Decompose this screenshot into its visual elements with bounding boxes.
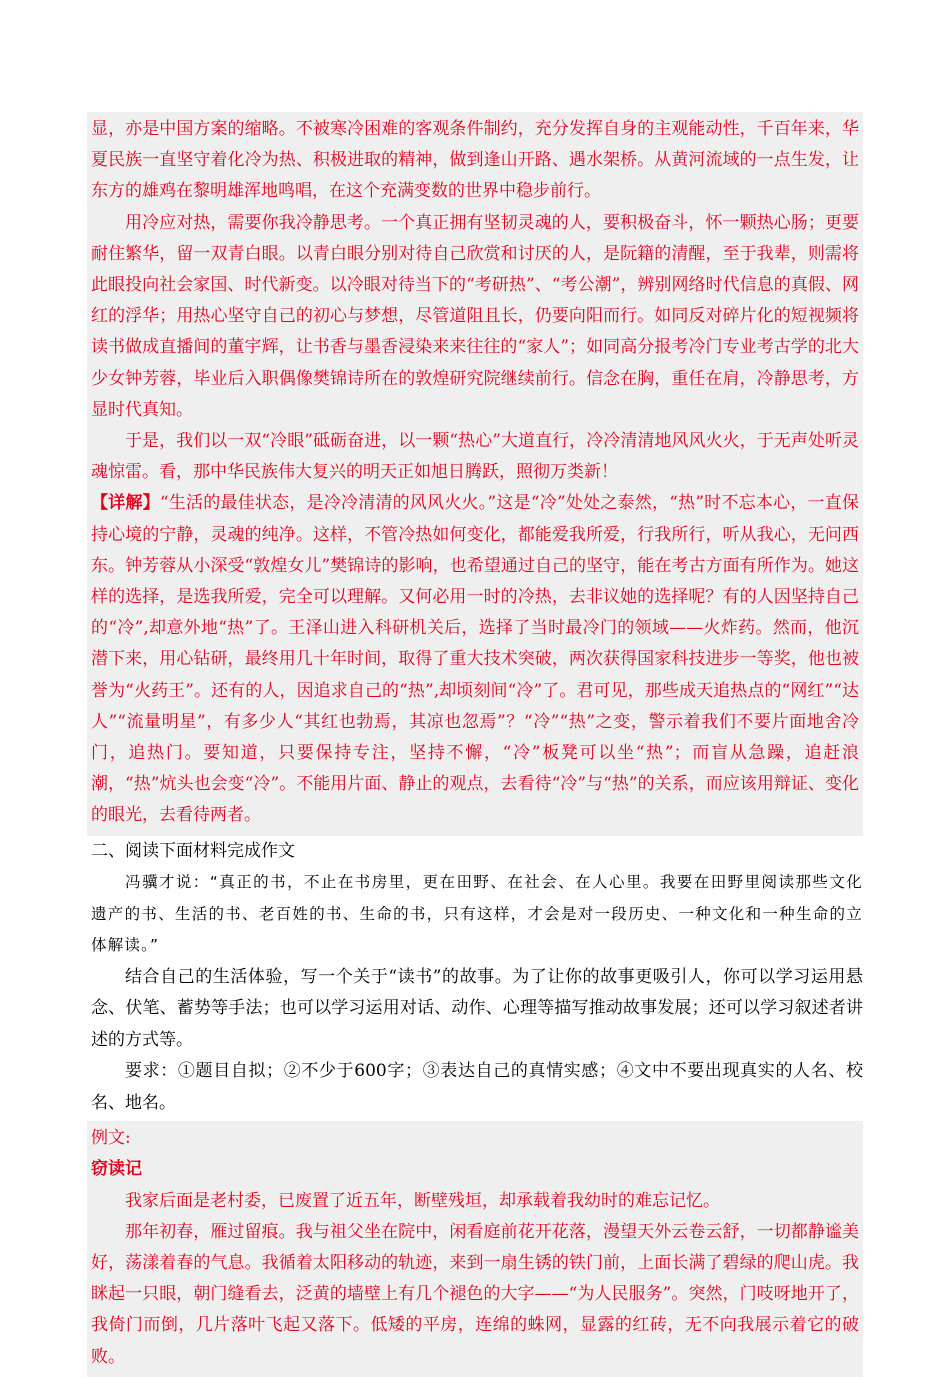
material-quote: [87, 867, 863, 962]
essay-paragraph: 用冷应对热，需要你我冷静思考。一个真正拥有坚韧灵魂的人，要积极奋斗，怀一颗热心肠；更要耐住繁华，留一双青白眼。以青白眼分别对待自己欣赏和讨厌的人，是阮籍的清醒，至于我辈，则需将此眼投向社会家国、时代新变。以冷眼对待当下的“考研热”、“考公潮”，辨别网络时代信息的真假、网红的浮华；用热心坚守自己的初心与梦想，尽管道阻且长，仍要向阳而行。如同反对碎片化的短视频将读书做成直播间的董宇辉，让书香与墨香浸染来来往往的“家人”；如同高分报考冷门专业考古学的北大少女钟芳蓉，毕业后入职偶像樊锦诗所在的敦煌研究院继续前行。信念在胸，重任在肩，冷静思考，方显时代真知。: [91, 212, 859, 420]
question-section: [87, 836, 863, 868]
requirements-text: 要求：①题目自拟；②不少于600字；③表达自己的真情实感；④文中不要出现真实的人名、校名、地名。: [91, 1061, 863, 1113]
detail-text: “生活的最佳状态，是冷冷清清的风风火火。”这是“冷”处处之泰然，“热”时不忘本心，一直保持心境的宁静，灵魂的纯净。这样，不管冷热如何变化，都能爱我所爱，行我所行，听从我心，无问西东。钟芳蓉从小深受“敦煌女儿”樊锦诗的影响，也希望通过自己的坚守，能在考古方面有所作为。她这样的选择，是选我所爱，完全可以理解。又何必用一时的冷热，去非议她的选择呢？有的人因坚持自己的“冷”,却意外地“热”了。王泽山进入科研机关后，选择了当时最冷门的领域——火炸药。然而，他沉潜下来，用心钻研，最终用几十年时间，取得了重大技术突破，两次获得国家科技进步一等奖，他也被誉为“火药王”。还有的人，因追求自己的“热”,却顷刻间“冷”了。君可见，那些成天追热点的“网红”“达人”“流量明星”，有多少人“其红也勃焉，其凉也忽焉”？“冷”“热”之变，警示着我们不要片面地舍冷门，追热门。要知道，只要保持专注，坚持不懈，“冷”板凳可以坐“热”；而盲从急躁，追赶浪潮，“热”炕头也会变“冷”。不能用片面、静止的观点，去看待“冷”与“热”的关系，而应该用辩证、变化的眼光，去看待两者。: [91, 493, 859, 826]
essay-paragraph: 显，亦是中国方案的缩略。不被寒冷困难的客观条件制约，充分发挥自身的主观能动性，千百年来，华夏民族一直坚守着化冷为热、积极进取的精神，做到逢山开路、遇水架桥。从黄河流域的一点生发，让东方的雄鸡在黎明雄浑地鸣唱，在这个充满变数的世界中稳步前行。: [91, 119, 859, 202]
section-heading: 二、阅读下面材料完成作文: [91, 840, 295, 861]
task-text: 结合自己的生活体验，写一个关于“读书”的故事。为了让你的故事更吸引人，你可以学习运用悬念、伏笔、蓄势等手法；也可以学习运用对话、动作、心理等描写推动故事发展；还可以学习叙述者讲述的方式等。: [91, 966, 863, 1050]
document-page: [87, 112, 863, 1377]
essay-paragraph: 那年初春，雁过留痕。我与祖父坐在院中，闲看庭前花开花落，漫望天外云卷云舒，一切都静谧美好，荡漾着春的气息。我循着太阳移动的轨迹，来到一扇生锈的铁门前，上面长满了碧绿的爬山虎。我眯起一只眼，朝门缝看去，泛黄的墙壁上有几个褪色的大字——“为人民服务”。突然，门吱呀地开了，我倚门而倒，几片落叶飞起又落下。低矮的平房，连绵的蛛网，显露的红砖，无不向我展示着它的破败。: [91, 1221, 859, 1367]
quote-text: 冯骥才说：“真正的书，不止在书房里，更在田野、在社会、在人心里。我要在田野里阅读那些文化遗产的书、生活的书、老百姓的书、生命的书，只有这样，才会是对一段历史、一种文化和一种生命的立体解读。”: [91, 873, 863, 955]
example-block: [87, 1121, 863, 1377]
essay-paragraph: 我家后面是老村委，已废置了近五年，断壁残垣，却承载着我幼时的难忘记忆。: [125, 1190, 720, 1211]
task-section: [87, 962, 863, 1120]
example-label: 例文:: [91, 1128, 131, 1149]
essay-paragraph: 于是，我们以一双“冷眼”砥砺奋进，以一颗“热心”大道直行，冷冷清清地风风火火，于无声处听灵魂惊雷。看，那中华民族伟大复兴的明天正如旭日腾跃，照彻万类新！: [91, 431, 859, 483]
example-title: 窃读记: [91, 1159, 142, 1180]
answer-block: [87, 112, 863, 836]
detail-tag: 【详解】: [91, 493, 160, 514]
detail-paragraph: [91, 488, 859, 831]
